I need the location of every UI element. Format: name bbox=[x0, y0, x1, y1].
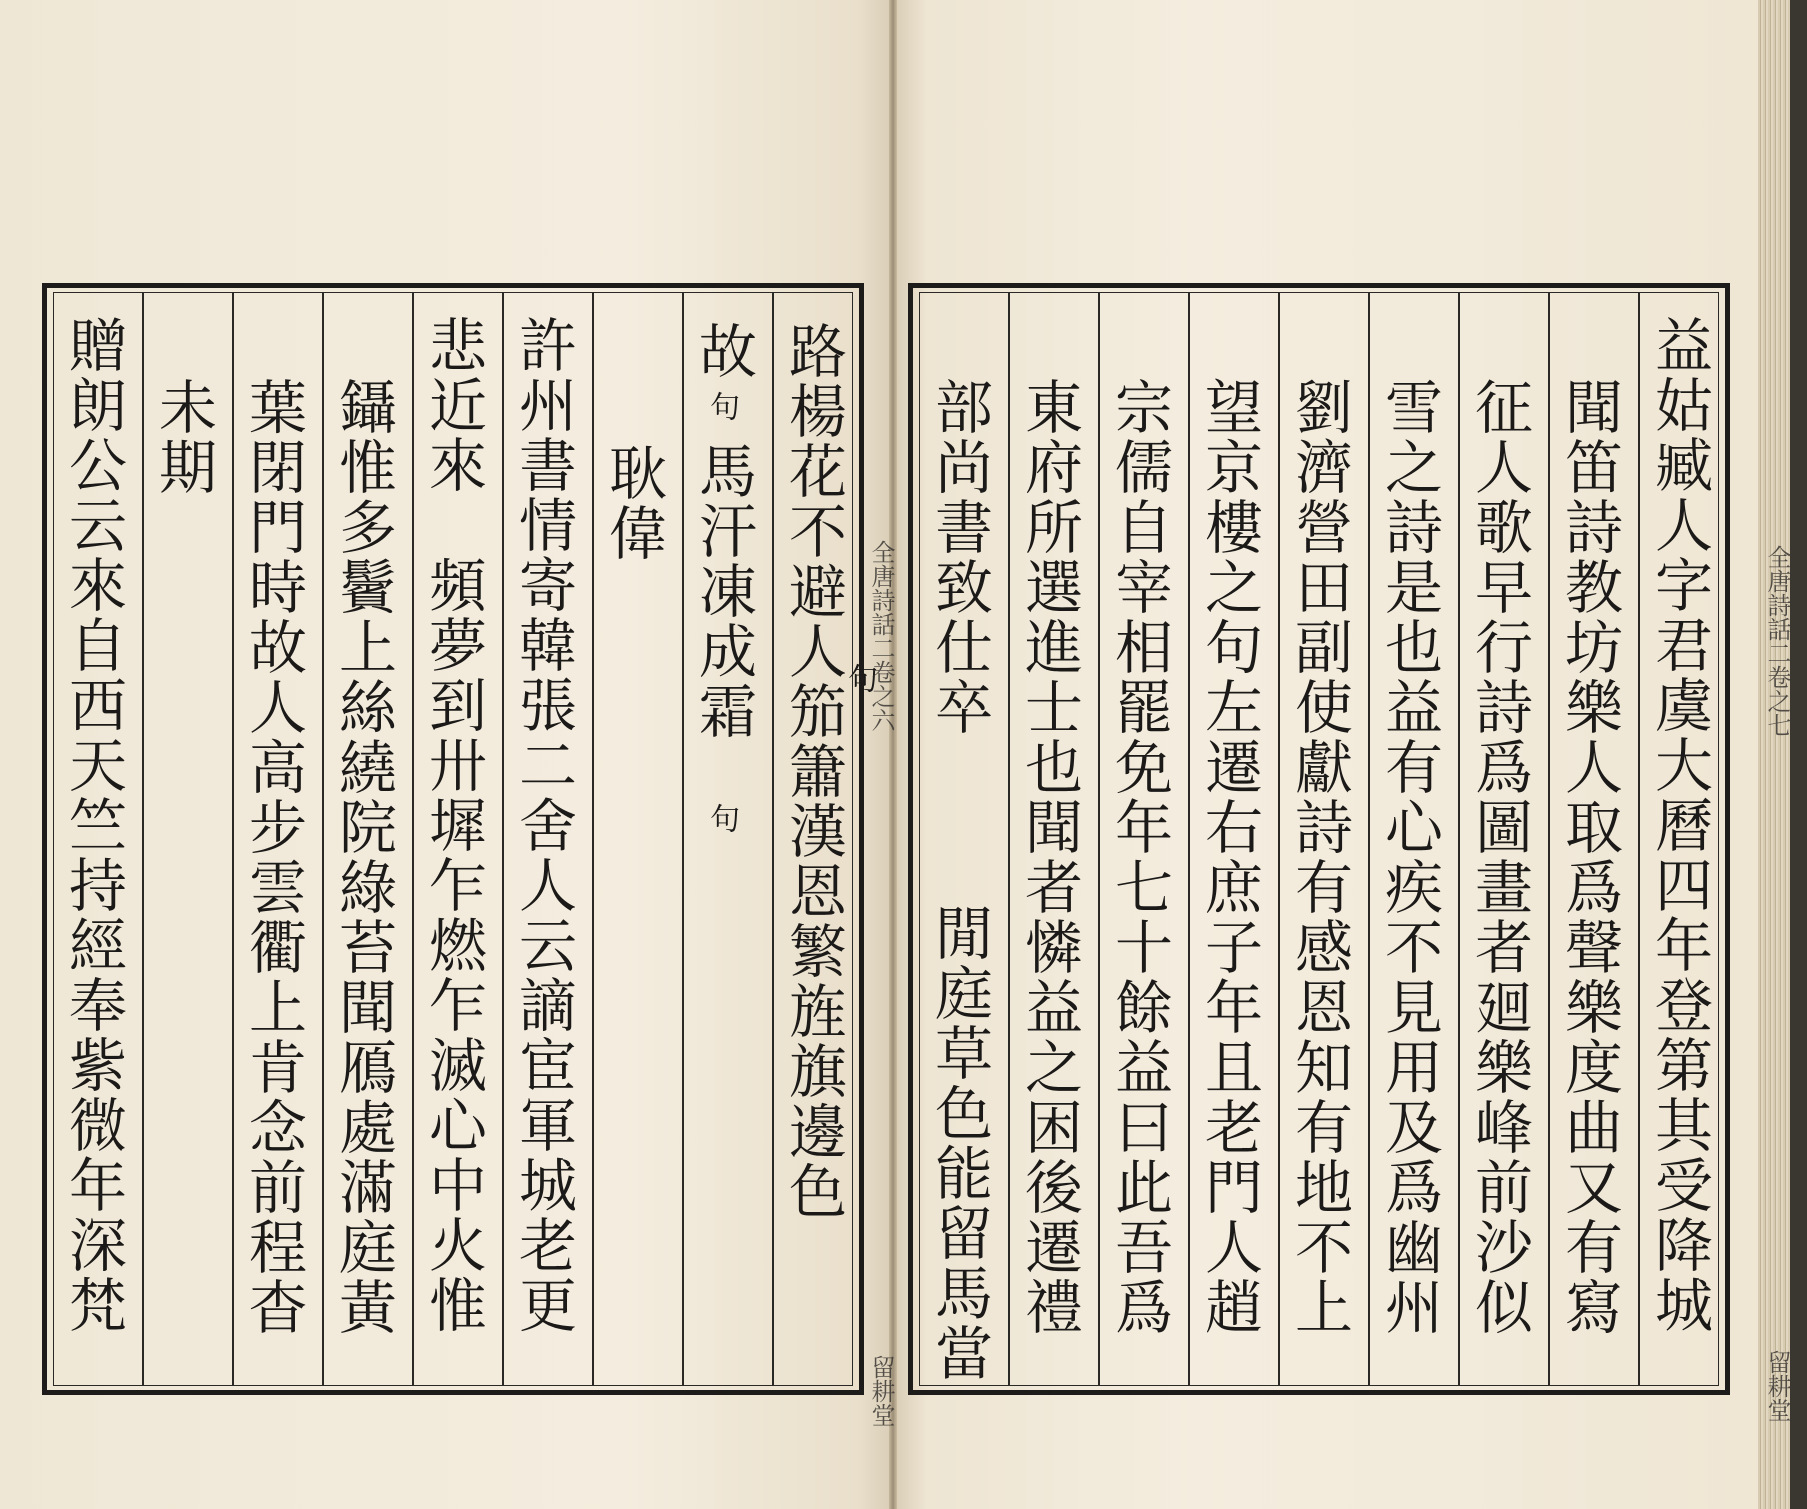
text-column-8: 未期 bbox=[149, 377, 217, 497]
text-column-5: 悲近來 頻夢到卅墀乍燃乍滅心中火惟 bbox=[419, 315, 487, 1335]
column-rule bbox=[592, 293, 594, 1385]
column-rule bbox=[1098, 293, 1100, 1385]
left-fold-title: 全唐詩話二卷之六 bbox=[867, 540, 895, 732]
column-rule bbox=[1188, 293, 1190, 1385]
text-column-8: 東府所選進士也聞者憐益之困後遷禮 bbox=[1015, 377, 1083, 1337]
text-column-2: 故 bbox=[689, 321, 757, 381]
right-fold-title: 全唐詩話二卷之七 bbox=[1763, 545, 1791, 737]
left-text-frame bbox=[42, 283, 877, 1395]
column-rule bbox=[142, 293, 144, 1385]
text-column-6: 望京樓之句左遷右庶子年且老門人趙 bbox=[1195, 377, 1263, 1337]
book-gutter bbox=[889, 0, 897, 1509]
text-column-2: 聞笛詩教坊樂人取爲聲樂度曲又有寫 bbox=[1555, 377, 1623, 1337]
annotation-mark: 句 bbox=[704, 803, 739, 835]
right-fold-publisher: 留耕堂 bbox=[1763, 1350, 1791, 1422]
column-rule bbox=[412, 293, 414, 1385]
left-inner-frame bbox=[53, 292, 877, 1386]
annotation-mark: 句 bbox=[704, 391, 739, 423]
text-column-4: 雪之詩是也益有心疾不見用及爲幽州 bbox=[1375, 377, 1443, 1337]
text-column-9: 贈朗公云來自西天竺持經奉紫微年深梵 bbox=[59, 315, 127, 1335]
column-rule bbox=[502, 293, 504, 1385]
left-fold-publisher: 留耕堂 bbox=[867, 1355, 895, 1427]
column-rule bbox=[1368, 293, 1370, 1385]
text-column-4: 許州書情寄韓張二舍人云謫宦軍城老更 bbox=[509, 315, 577, 1335]
text-column-1: 路楊花不避人 bbox=[779, 321, 847, 681]
column-rule bbox=[322, 293, 324, 1385]
text-column-7: 宗儒自宰相罷免年七十餘益曰此吾爲 bbox=[1105, 377, 1173, 1337]
text-column-7: 葉閉門時故人高步雲衢上肯念前程杳 bbox=[239, 377, 307, 1337]
column-rule bbox=[1548, 293, 1550, 1385]
text-column-3: 征人歌早行詩爲圖畫者廻樂峰前沙似 bbox=[1465, 377, 1533, 1337]
column-rule bbox=[682, 293, 684, 1385]
right-text-frame bbox=[908, 283, 1730, 1395]
text-column-9: 部尚書致仕卒 bbox=[925, 377, 993, 737]
text-column-5: 劉濟營田副使獻詩有感恩知有地不上 bbox=[1285, 377, 1353, 1337]
text-column-1b: 笳簫漢恩繁旌旗邊色 bbox=[779, 681, 847, 1221]
column-rule bbox=[772, 293, 774, 1385]
author-name: 耿偉 bbox=[599, 443, 667, 563]
text-column-2b: 馬汗凍成霜 bbox=[689, 441, 757, 741]
right-inner-frame bbox=[919, 292, 1719, 1386]
poem-start: 閒庭草色能留馬當 bbox=[925, 903, 993, 1383]
column-rule bbox=[1638, 293, 1640, 1385]
column-rule bbox=[1008, 293, 1010, 1385]
text-column-1: 益姑臧人字君虞大曆四年登第其受降城 bbox=[1645, 315, 1713, 1335]
column-rule bbox=[1278, 293, 1280, 1385]
text-column-6: 鑷惟多鬢上絲繞院綠苔聞鴈處滿庭黃 bbox=[329, 377, 397, 1337]
background-edge bbox=[1790, 0, 1807, 1509]
column-rule bbox=[232, 293, 234, 1385]
annotation-mark: 句 bbox=[842, 663, 877, 695]
column-rule bbox=[1458, 293, 1460, 1385]
